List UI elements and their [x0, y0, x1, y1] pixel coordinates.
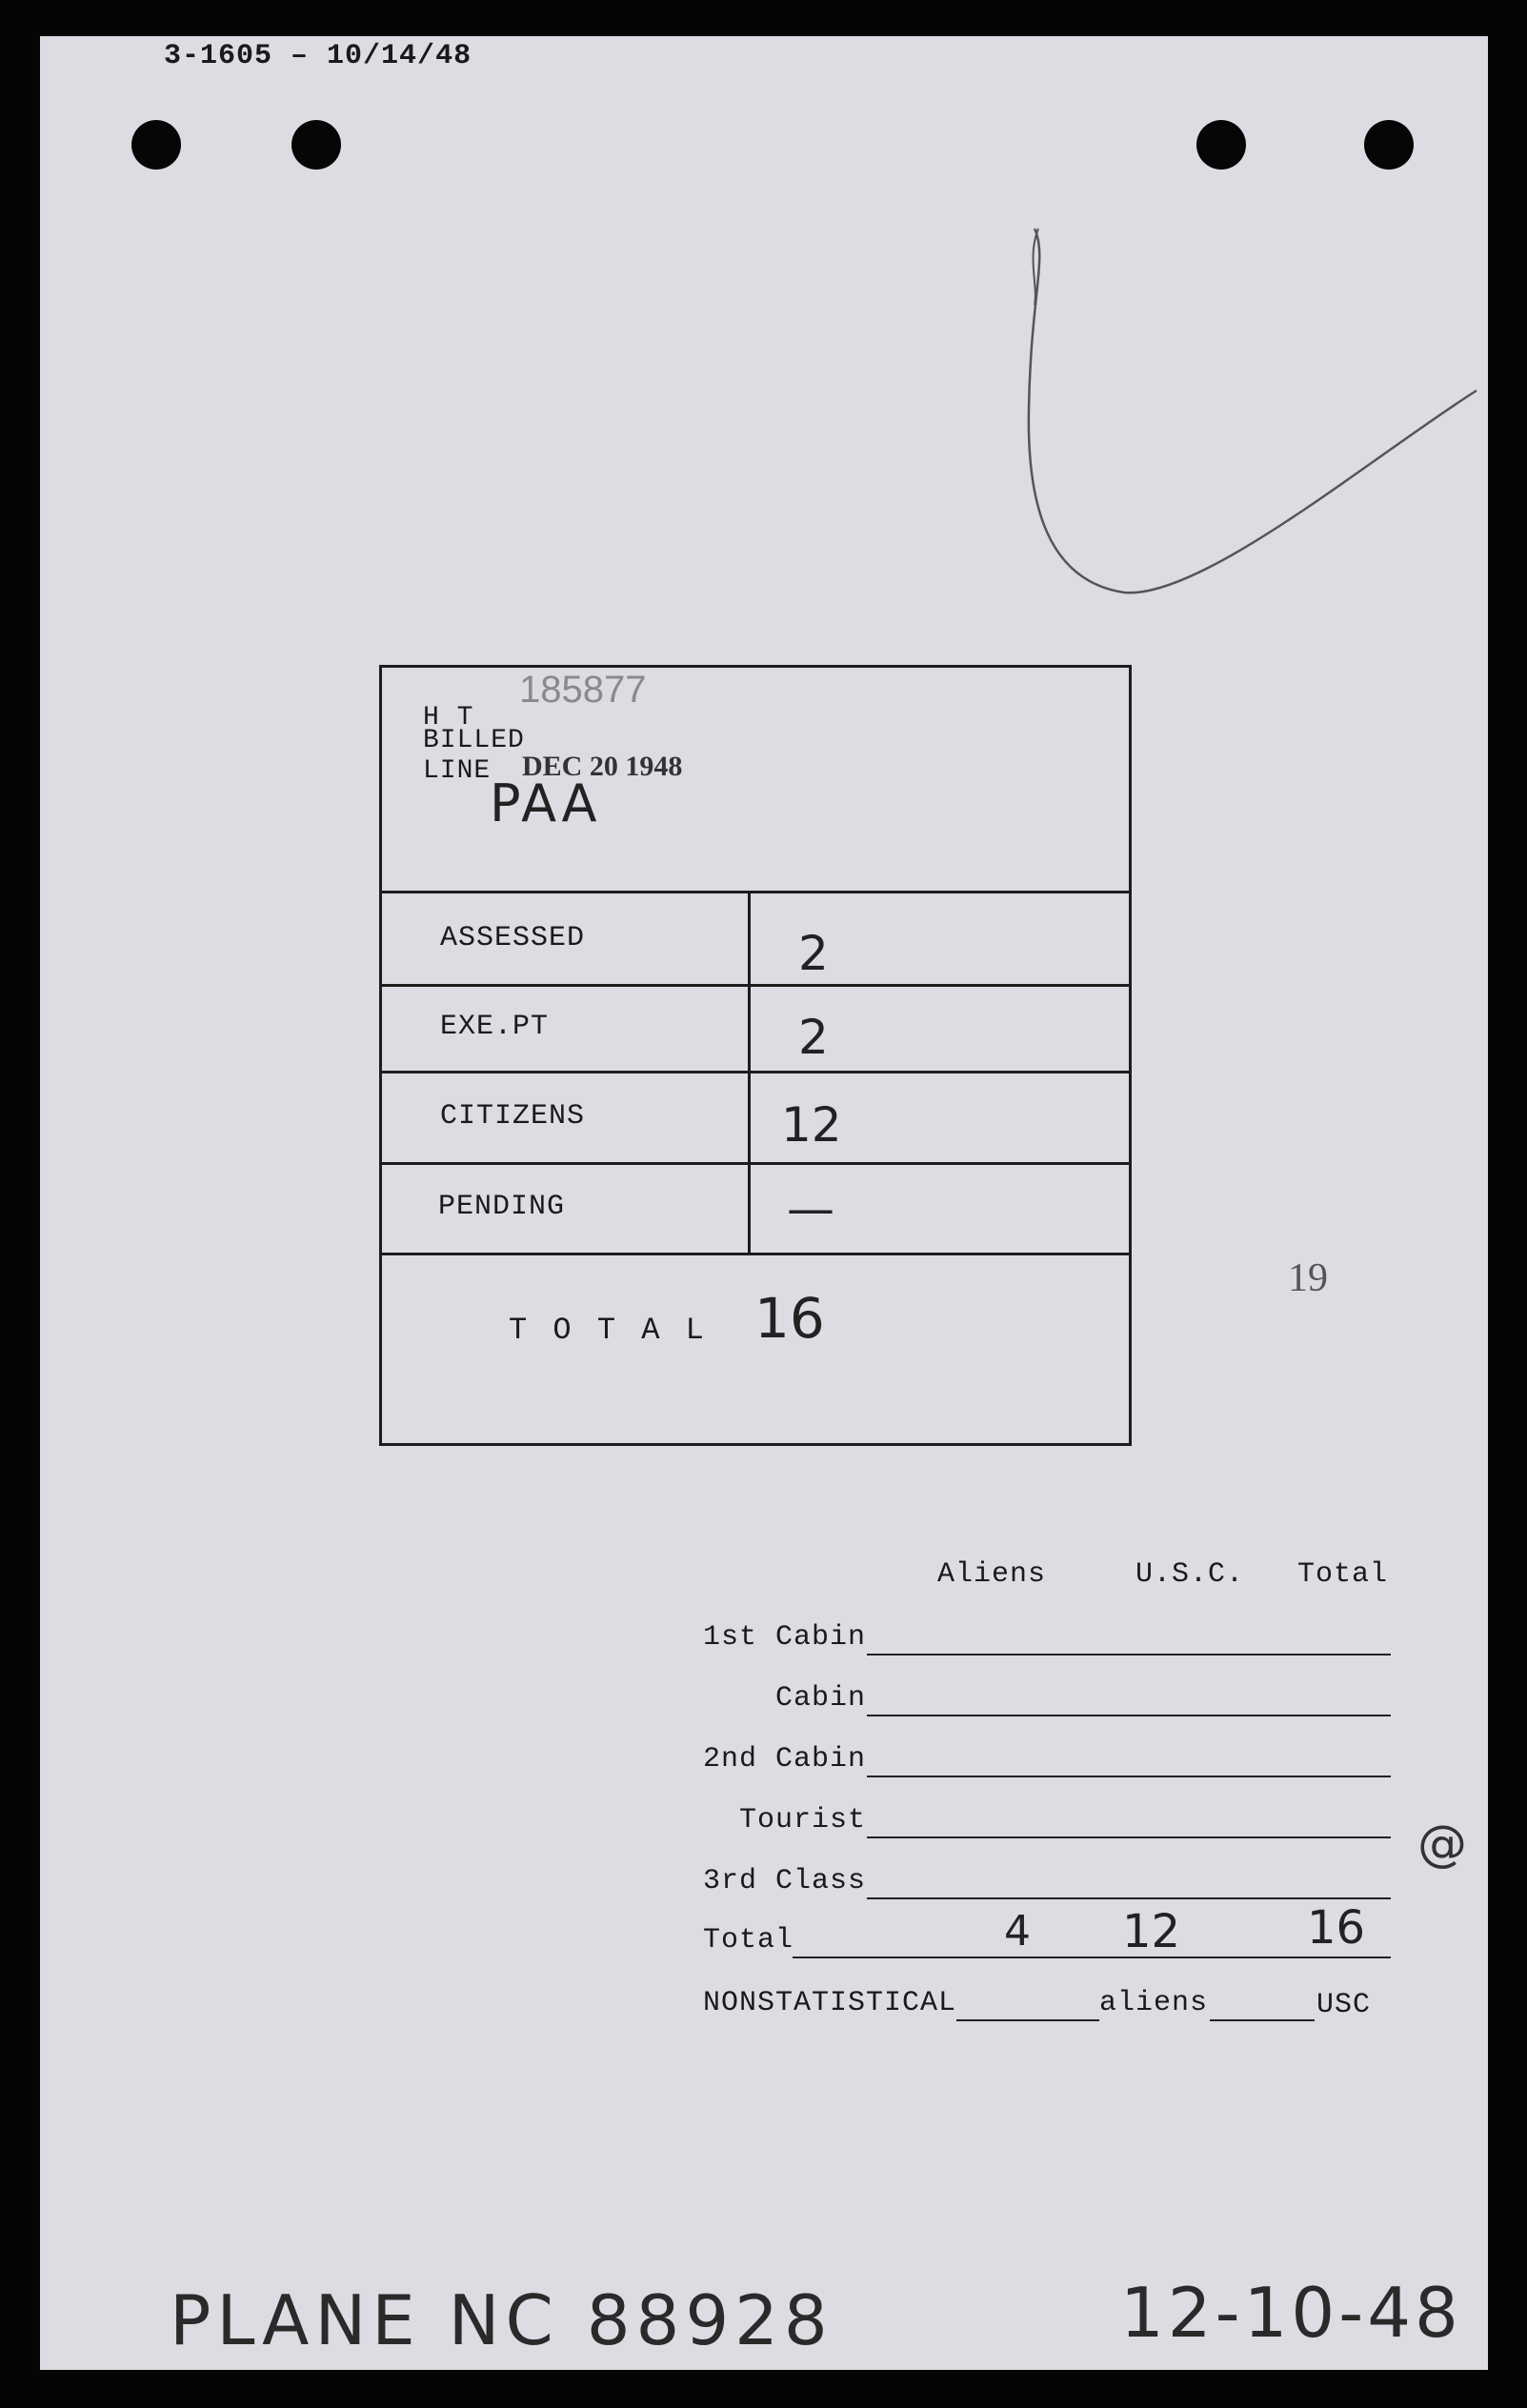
- row-tourist: Tourist: [739, 1804, 867, 1836]
- line-total: [793, 1956, 1391, 1958]
- stamp-ht: H T: [423, 703, 474, 732]
- row-label-assessed: ASSESSED: [440, 922, 586, 954]
- punch-hole-1: [131, 120, 181, 170]
- line-3rd-class: [867, 1897, 1391, 1899]
- row-1st-cabin: 1st Cabin: [703, 1621, 867, 1654]
- col-header-usc: U.S.C.: [1135, 1558, 1245, 1591]
- margin-number: 19: [1288, 1256, 1328, 1300]
- total-value: 16: [754, 1286, 825, 1351]
- row-3rd-class: 3rd Class: [703, 1865, 867, 1897]
- stamp-divider-top: [381, 891, 1132, 893]
- row-value-exempt: 2: [798, 1010, 829, 1065]
- stamp-divider-1: [381, 984, 1132, 987]
- row-label-citizens: CITIZENS: [440, 1100, 586, 1133]
- stamp-divider-4: [381, 1253, 1132, 1255]
- total-label: T O T A L: [509, 1313, 708, 1348]
- line-tourist: [867, 1836, 1391, 1838]
- total-total: 16: [1307, 1901, 1366, 1955]
- row-total: Total: [703, 1924, 794, 1956]
- punch-hole-2: [291, 120, 341, 170]
- stamp-serial: 185877: [519, 669, 647, 711]
- line-nonstat-usc: [1210, 2019, 1315, 2021]
- pencil-mark: [1010, 219, 1486, 600]
- plane-number: PLANE NC 88928: [170, 2280, 834, 2360]
- row-2nd-cabin: 2nd Cabin: [703, 1743, 867, 1776]
- row-label-pending: PENDING: [438, 1191, 566, 1223]
- row-value-assessed: 2: [798, 926, 829, 981]
- row-value-citizens: 12: [781, 1097, 842, 1153]
- row-cabin: Cabin: [775, 1682, 867, 1715]
- stamp-billed: BILLED: [423, 726, 525, 755]
- line-2nd-cabin: [867, 1776, 1391, 1777]
- total-usc: 12: [1122, 1905, 1181, 1958]
- line-1st-cabin: [867, 1654, 1391, 1656]
- date-stamp: DEC 20 1948: [522, 751, 683, 782]
- total-aliens: 4: [1004, 1907, 1031, 1956]
- circled-annotation: @: [1417, 1816, 1467, 1873]
- row-value-pending: —: [787, 1181, 834, 1236]
- row-label-exempt: EXE.PT: [440, 1011, 550, 1043]
- stamp-column-divider: [748, 891, 751, 1253]
- stamp-line: LINE: [423, 756, 492, 786]
- punch-hole-3: [1196, 120, 1246, 170]
- nonstat-usc: USC: [1316, 1989, 1372, 2021]
- col-header-aliens: Aliens: [937, 1558, 1047, 1591]
- nonstat-aliens: aliens: [1099, 1987, 1209, 2019]
- stamp-divider-3: [381, 1162, 1132, 1165]
- punch-hole-4: [1364, 120, 1414, 170]
- line-nonstat-aliens: [956, 2019, 1099, 2021]
- nonstat-label: NONSTATISTICAL: [703, 1987, 957, 2019]
- stamp-divider-2: [381, 1071, 1132, 1074]
- footer-date: 12-10-48: [1120, 2273, 1462, 2353]
- col-header-total: Total: [1297, 1558, 1389, 1591]
- form-code: 3-1605 – 10/14/48: [164, 40, 472, 72]
- line-cabin: [867, 1715, 1391, 1716]
- carrier-handwritten: PAA: [490, 773, 601, 833]
